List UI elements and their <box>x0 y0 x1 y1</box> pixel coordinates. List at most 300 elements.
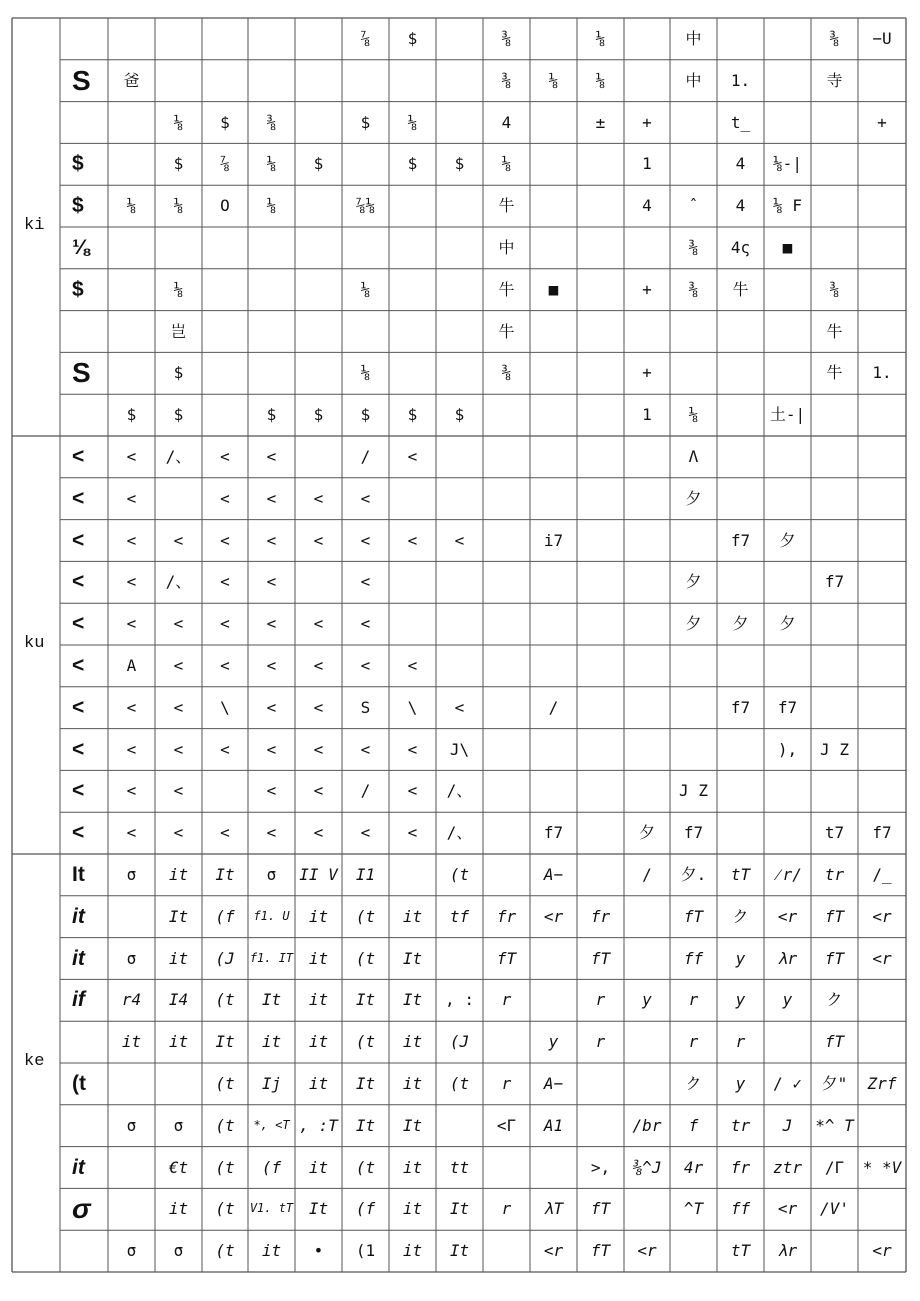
table-cell: < <box>360 656 371 675</box>
table-cell: $ <box>173 363 184 383</box>
table-cell: f <box>688 1115 699 1135</box>
table-cell: 1 <box>642 405 652 425</box>
table-cell: < <box>360 572 371 592</box>
table-cell: λT <box>543 1199 564 1219</box>
row-group-label: ke <box>24 1052 45 1071</box>
table-cell: It <box>449 1241 470 1261</box>
table-cell: * *V <box>862 1157 902 1177</box>
table-cell: ク <box>826 990 843 1010</box>
table-cell: it <box>402 1032 423 1052</box>
table-cell: t_ <box>730 112 751 132</box>
table-cell: fr <box>496 906 517 926</box>
table-cell: ᅟ <box>451 1115 468 1135</box>
table-cell: (t <box>215 1241 235 1261</box>
table-cell: ff <box>683 948 704 968</box>
table-cell: 牛 <box>826 363 843 383</box>
table-cell: tT <box>730 1241 751 1261</box>
table-cell: ⅛ <box>173 196 184 216</box>
table-cell: 4 <box>735 154 746 174</box>
table-cell: it <box>402 906 423 926</box>
table-cell: it <box>308 990 329 1010</box>
table-cell: it <box>168 1032 189 1052</box>
table-cell: fT <box>496 948 517 968</box>
table-cell: it <box>72 904 85 928</box>
table-cell: 1. <box>730 70 751 90</box>
table-cell: (t <box>355 948 376 968</box>
table-cell: >, <box>590 1157 611 1177</box>
table-cell: /、 <box>446 781 473 801</box>
table-cell: < <box>313 823 324 843</box>
table-cell: It <box>215 865 235 884</box>
table-cell: y <box>642 990 652 1010</box>
table-cell: it <box>308 1157 329 1177</box>
table-cell: ⅞ <box>360 29 371 48</box>
table-cell: < <box>360 488 371 508</box>
table-cell: II V <box>299 865 338 884</box>
table-cell: r <box>501 1199 512 1219</box>
table-cell: 4 <box>735 196 746 216</box>
table-cell: + <box>877 112 887 132</box>
table-cell: < <box>173 781 184 801</box>
table-cell: σ <box>126 865 137 884</box>
table-cell: $ <box>360 405 371 425</box>
table-cell: it <box>168 1199 189 1219</box>
table-cell: 4 <box>642 196 652 216</box>
table-cell: Zrf <box>867 1074 897 1093</box>
table-cell: < <box>266 739 277 759</box>
table-cell: fT <box>590 1241 611 1261</box>
table-cell: y <box>735 948 746 968</box>
table-cell: < <box>407 656 418 675</box>
table-cell: < <box>220 572 230 592</box>
table-cell: ⅛-| <box>773 154 802 174</box>
table-cell: ク <box>685 1074 702 1093</box>
table-cell: r <box>688 1032 699 1052</box>
table-cell: < <box>126 572 137 592</box>
table-cell: f7 <box>872 823 892 843</box>
table-cell: It <box>402 990 423 1010</box>
table-cell: ff <box>730 1199 751 1219</box>
table-cell: < <box>72 612 85 636</box>
table-cell: ⅛ <box>126 196 137 216</box>
table-cell: 中 <box>498 238 515 257</box>
table-cell: fr <box>730 1157 751 1177</box>
table-cell: (t <box>215 1115 235 1135</box>
table-cell: It <box>72 863 85 886</box>
table-cell: < <box>360 739 371 759</box>
table-cell: ⅛ <box>501 154 512 174</box>
table-cell: It <box>355 1074 376 1093</box>
table-cell: < <box>407 739 418 759</box>
table-cell: It <box>355 1115 376 1135</box>
table-cell: < <box>407 823 418 843</box>
table-cell: < <box>220 823 230 843</box>
table-cell: 4r <box>683 1157 704 1177</box>
table-cell: < <box>220 447 230 466</box>
table-cell: /V' <box>820 1199 849 1219</box>
row-group-label: ki <box>24 216 45 235</box>
table-cell: < <box>173 530 184 550</box>
table-cell: $ <box>313 405 324 425</box>
table-cell: fT <box>590 1199 611 1219</box>
table-cell: it <box>121 1032 142 1052</box>
table-cell: /、 <box>446 823 473 843</box>
table-cell: 夕" <box>821 1074 848 1093</box>
table-cell: <r <box>543 906 564 926</box>
table-cell: if <box>72 988 85 1012</box>
table-cell: (J <box>449 1032 470 1052</box>
table-cell: <r <box>777 1199 798 1219</box>
table-cell: 夕 <box>779 530 796 550</box>
table-cell: r <box>688 990 699 1010</box>
table-cell: σ <box>173 1115 184 1135</box>
table-cell: < <box>126 488 137 508</box>
table-cell: < <box>313 697 324 717</box>
table-cell: 牛 <box>498 321 515 341</box>
table-cell: 夕 <box>685 614 702 634</box>
table-cell: I1 <box>355 865 376 884</box>
table-cell: <r <box>543 1241 564 1261</box>
table-cell: < <box>126 823 137 843</box>
table-cell: (J <box>215 948 235 968</box>
table-cell: r <box>595 990 606 1010</box>
table-cell: ⅜ <box>688 279 699 299</box>
table-cell: it <box>308 906 329 926</box>
table-cell: < <box>266 656 277 675</box>
table-cell: < <box>454 530 465 550</box>
table-cell: $ <box>454 405 465 425</box>
table-cell: it <box>261 1032 282 1052</box>
table-cell: < <box>360 530 371 550</box>
table-cell: < <box>126 697 137 717</box>
table-cell: it <box>402 1199 423 1219</box>
table-cell: fT <box>683 906 704 926</box>
table-cell: < <box>72 486 85 510</box>
table-cell: (t <box>355 906 376 926</box>
table-cell: I4 <box>168 990 189 1010</box>
table-cell: \ <box>220 697 230 717</box>
table-cell: it <box>72 946 85 970</box>
table-cell: f1. IT <box>249 950 294 965</box>
table-cell: t7 <box>824 823 845 843</box>
table-cell: + <box>642 363 652 383</box>
table-cell: ztr <box>773 1157 802 1177</box>
table-cell: / <box>548 697 559 717</box>
table-cell: ), <box>777 739 798 759</box>
table-cell: < <box>173 656 184 675</box>
table-cell: ⅛ <box>72 236 90 259</box>
table-cell: /、 <box>165 447 192 466</box>
table-cell: it <box>402 1074 423 1093</box>
table-cell: ⅛ <box>360 279 371 299</box>
table-cell: (t <box>215 1074 235 1093</box>
table-cell: 夕 <box>685 572 702 592</box>
table-cell: < <box>266 488 277 508</box>
table-cell: σ <box>126 1115 137 1135</box>
table-cell: σ <box>126 1241 137 1261</box>
table-cell: ⁄r/ <box>773 865 802 884</box>
table-cell: < <box>72 445 85 468</box>
table-cell: (f <box>355 1199 376 1219</box>
table-cell: /_ <box>872 865 892 884</box>
table-cell: V1. tT <box>249 1201 294 1216</box>
table-cell: (f <box>261 1157 282 1177</box>
table-cell: σ <box>173 1241 184 1261</box>
table-cell: < <box>266 823 277 843</box>
table-cell: < <box>72 654 85 677</box>
table-cell: < <box>220 614 230 634</box>
table-cell: 夕 <box>779 614 796 634</box>
table-cell: Ij <box>261 1074 282 1093</box>
table-cell: 土-| <box>769 405 806 425</box>
table-cell: λr <box>777 1241 798 1261</box>
table-cell: < <box>407 530 418 550</box>
table-cell: ⅛ <box>595 29 606 48</box>
table-cell: f7 <box>777 697 798 717</box>
table-cell: < <box>313 614 324 634</box>
table-cell: < <box>220 488 230 508</box>
table-cell: O <box>220 196 230 216</box>
table-cell: tf <box>449 906 470 926</box>
table-cell: $ <box>407 405 418 425</box>
table-cell: <r <box>637 1241 657 1261</box>
table-cell: ˆ <box>688 196 699 216</box>
table-cell: <Γ <box>496 1115 517 1135</box>
table-cell: ⅛ <box>595 70 606 90</box>
table-cell: r <box>595 1032 606 1052</box>
table-cell: 岂 <box>170 321 187 341</box>
table-cell: ⅜ <box>829 29 840 48</box>
table-cell: < <box>266 614 277 634</box>
table-cell: y <box>548 1032 559 1052</box>
table-cell: it <box>308 1074 329 1093</box>
table-cell: (t <box>72 1072 86 1095</box>
table-cell: ⅜ <box>501 363 512 383</box>
table-cell: 寺 <box>826 70 843 90</box>
table-cell: It <box>355 990 376 1010</box>
table-cell: <r <box>872 906 892 926</box>
table-cell: < <box>454 697 465 717</box>
table-cell: −U <box>872 29 892 48</box>
table-cell: $ <box>173 405 184 425</box>
table-cell: < <box>220 739 230 759</box>
table-cell: ⅛ F <box>773 196 802 216</box>
table-cell: ⅛ <box>266 154 277 174</box>
table-cell: 夕. <box>680 865 707 884</box>
table-cell: + <box>642 279 652 299</box>
table-cell: 4 <box>501 112 512 132</box>
table-cell: it <box>402 1241 423 1261</box>
table-cell: A1 <box>543 1115 564 1135</box>
table-cell: < <box>72 570 85 594</box>
table-cell: 1 <box>642 154 652 174</box>
table-cell: ⅜ <box>688 238 699 257</box>
table-cell: fT <box>590 948 611 968</box>
table-cell: ⅛ <box>548 70 559 90</box>
table-cell: < <box>313 530 324 550</box>
table-cell: ■ <box>782 238 793 257</box>
table-cell: *^ T <box>815 1115 854 1135</box>
table-cell: S <box>72 357 91 389</box>
table-cell: + <box>642 112 652 132</box>
table-cell: €t <box>168 1157 189 1177</box>
table-cell: < <box>407 447 418 466</box>
table-cell: , : <box>445 990 474 1010</box>
table-cell: r <box>735 1032 746 1052</box>
table-cell: ■ <box>548 279 559 299</box>
table-cell: it <box>308 1032 329 1052</box>
table-cell: < <box>220 530 230 550</box>
row-group-label: ku <box>24 634 45 653</box>
table-cell: $ <box>126 405 137 425</box>
table-cell: < <box>72 779 85 803</box>
table-cell: $ <box>72 194 84 218</box>
table-cell: < <box>126 447 137 466</box>
table-cell: $ <box>72 277 84 301</box>
table-cell: λr <box>777 948 798 968</box>
table-cell: y <box>735 1074 746 1093</box>
table-cell: $ <box>173 154 184 174</box>
table-cell: ⅛ <box>360 363 371 383</box>
table-cell: it <box>72 1155 85 1179</box>
table-cell: it <box>261 1241 282 1261</box>
table-cell: < <box>266 572 277 592</box>
table-cell: ⅛ <box>688 405 699 425</box>
table-cell: it <box>402 1157 423 1177</box>
table-cell: < <box>266 697 277 717</box>
table-cell: / <box>360 781 371 801</box>
table-cell: < <box>173 614 184 634</box>
table-cell: 夕 <box>732 614 749 634</box>
table-cell: f7 <box>730 697 751 717</box>
table-cell: It <box>261 990 282 1010</box>
table-cell: < <box>72 528 85 552</box>
table-cell: *, <T <box>253 1117 290 1132</box>
table-cell: /br <box>632 1115 662 1135</box>
table-cell: f7 <box>543 823 564 843</box>
table-cell: ⅛ <box>173 279 184 299</box>
table-cell: σ <box>266 865 277 884</box>
table-cell: $ <box>407 29 418 48</box>
table-cell: $ <box>407 154 418 174</box>
table-cell: < <box>266 530 277 550</box>
table-cell: It <box>308 1199 329 1219</box>
table-cell: A <box>126 656 137 675</box>
table-cell: fT <box>824 948 845 968</box>
table-cell: (t <box>355 1157 376 1177</box>
table-cell: <r <box>872 1241 892 1261</box>
table-cell: It <box>402 948 423 968</box>
table-cell: $ <box>454 154 465 174</box>
table-cell: J <box>782 1115 793 1135</box>
table-cell: < <box>360 823 371 843</box>
table-cell: < <box>266 447 277 466</box>
table-cell: f7 <box>824 572 845 592</box>
table-cell: ± <box>595 112 606 132</box>
table-cell: 牛 <box>732 279 749 299</box>
table-cell: < <box>313 739 324 759</box>
table-cell: < <box>126 614 137 634</box>
table-cell: it <box>308 948 329 968</box>
table-cell: 牛 <box>826 321 843 341</box>
table-cell: / ✓ <box>773 1074 802 1093</box>
table-cell: , :T <box>299 1115 338 1135</box>
table-cell: $ <box>313 154 324 174</box>
table-cell: f1. U <box>253 908 290 923</box>
table-cell: i7 <box>543 530 564 550</box>
table-cell: < <box>360 614 371 634</box>
table-cell: r <box>501 1074 512 1093</box>
table-cell: f7 <box>730 530 751 550</box>
table-cell: 夕 <box>638 823 655 843</box>
table-cell: Λ <box>688 447 699 466</box>
table-cell: ⅛ <box>407 112 418 132</box>
table-cell: σ <box>72 1193 91 1225</box>
table-cell: < <box>72 821 85 845</box>
table-cell: < <box>126 781 137 801</box>
table-cell: < <box>72 737 85 761</box>
table-cell: 4ς <box>730 238 751 257</box>
table-cell: < <box>126 530 137 550</box>
table-cell: ⅜ <box>829 279 840 299</box>
table-cell: (t <box>215 1157 235 1177</box>
table-cell: (t <box>215 1199 235 1219</box>
table-cell: tr <box>730 1115 751 1135</box>
table-cell: ⅜ <box>501 29 512 48</box>
table-cell: it <box>168 948 189 968</box>
table-cell: S <box>72 64 91 96</box>
table-cell: ⅛ <box>173 112 184 132</box>
table-cell: < <box>173 739 184 759</box>
table-cell: fr <box>590 906 611 926</box>
table-cell: $ <box>72 152 84 176</box>
table-cell: /Γ <box>824 1157 845 1177</box>
table-cell: σ <box>126 948 137 968</box>
table-cell: < <box>313 781 324 801</box>
table-cell: (t <box>449 1074 470 1093</box>
table-cell: 1. <box>872 363 892 383</box>
table-cell: It <box>168 906 189 926</box>
table-cell: It <box>402 1115 423 1135</box>
table-cell: J Z <box>679 781 708 801</box>
table-cell: tr <box>824 865 845 884</box>
table-cell: It <box>449 1199 470 1219</box>
table-cell: $ <box>360 112 371 132</box>
table-cell: ⅞⅛ <box>355 196 376 216</box>
table-cell: tt <box>449 1157 470 1177</box>
table-cell: (t <box>449 865 470 884</box>
table-cell: A− <box>543 865 564 884</box>
table-cell: ⅜ <box>266 112 277 132</box>
table-cell: < <box>173 823 184 843</box>
table-cell: (f <box>215 906 235 926</box>
table-cell: fT <box>824 1032 845 1052</box>
table-cell: < <box>266 781 277 801</box>
table-cell: ⅜ <box>501 70 512 90</box>
table-cell: < <box>220 656 230 675</box>
table-cell: /、 <box>165 572 192 592</box>
table-cell: (1 <box>355 1241 376 1261</box>
table-cell: $ <box>266 405 277 425</box>
table-cell: / <box>642 865 652 884</box>
table-cell: 中 <box>685 70 702 90</box>
table-cell: ⅛ <box>266 196 277 216</box>
table-cell: ^T <box>683 1199 704 1219</box>
table-cell: ク <box>732 906 749 926</box>
table-cell: < <box>72 695 85 719</box>
table-cell: A− <box>543 1074 564 1093</box>
table-cell: (t <box>215 990 235 1010</box>
